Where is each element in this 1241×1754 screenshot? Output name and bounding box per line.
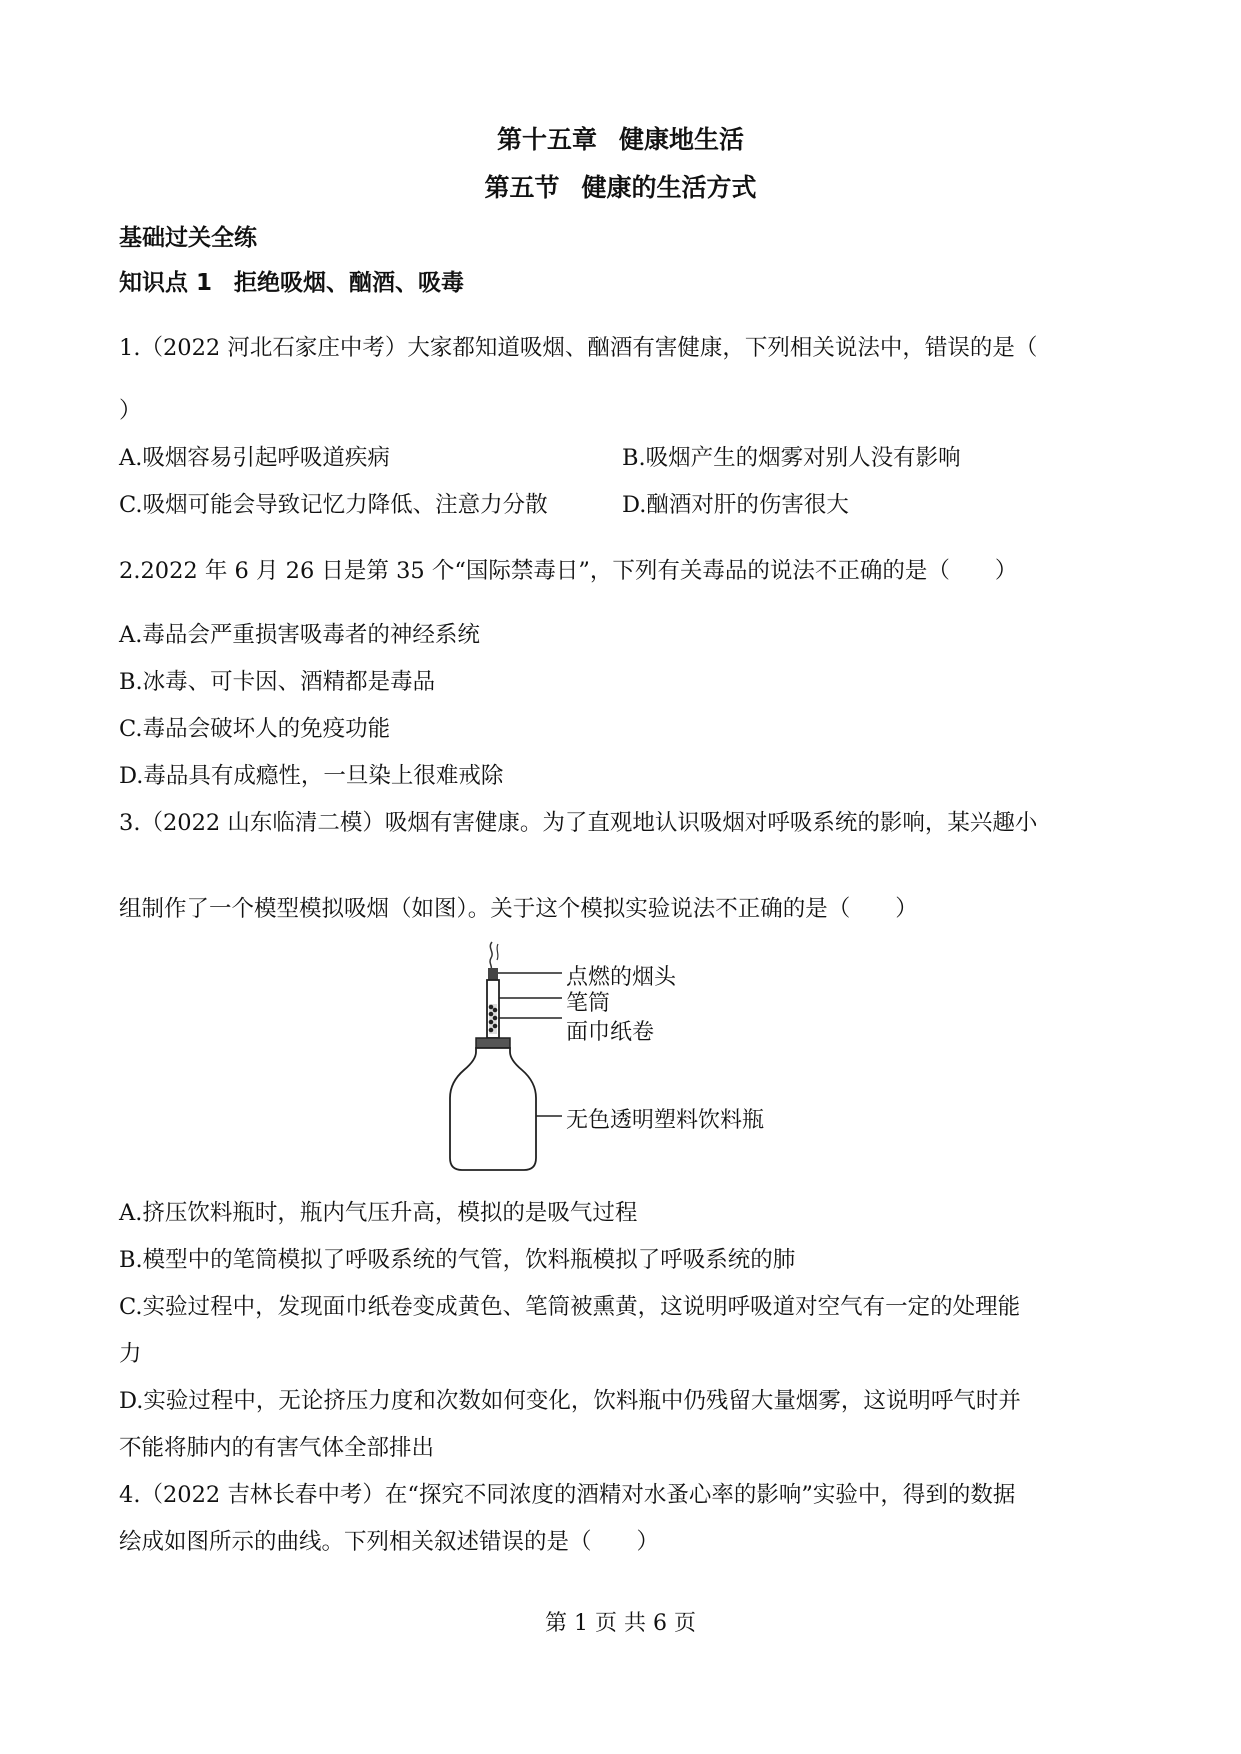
chapter-number: 第十五章 bbox=[496, 125, 597, 154]
page-number: 第 1 页 共 6 页 bbox=[545, 1611, 696, 1636]
q2-option-a: A.毒品会严重损害吸毒者的神经系统 bbox=[119, 622, 480, 648]
q1-option-a: A.吸烟容易引起呼吸道疾病 bbox=[119, 445, 390, 471]
smoke-icon bbox=[490, 942, 492, 970]
knowledge-point-number: 知识点 1 bbox=[119, 270, 213, 296]
q1-stem-line1: 1.（2022 河北石家庄中考）大家都知道吸烟、酗酒有害健康，下列相关说法中，错误的是（ bbox=[119, 335, 1038, 361]
bottle-icon bbox=[450, 1048, 536, 1170]
practice-heading: 基础过关全练 bbox=[119, 225, 257, 251]
q1-option-d: D.酗酒对肝的伤害很大 bbox=[622, 492, 849, 518]
q1-option-b: B.吸烟产生的烟雾对别人没有影响 bbox=[622, 445, 961, 471]
q1-stem-line2: ） bbox=[119, 398, 142, 424]
figure-label-pen: 笔筒 bbox=[566, 991, 611, 1016]
q2-option-d: D.毒品具有成瘾性，一旦染上很难戒除 bbox=[119, 763, 504, 789]
q3-stem-line2: 组制作了一个模型模拟吸烟（如图）。关于这个模拟实验说法不正确的是（ ） bbox=[119, 896, 918, 922]
figure-label-cigarette: 点燃的烟头 bbox=[566, 965, 677, 990]
q3-option-d-line1: D.实验过程中，无论挤压力度和次数如何变化，饮料瓶中仍残留大量烟雾，这说明呼气时并 bbox=[119, 1388, 1021, 1414]
chapter-title bbox=[0, 120, 1241, 156]
q2-option-b: B.冰毒、可卡因、酒精都是毒品 bbox=[119, 669, 436, 695]
tissue-roll-icon bbox=[489, 1004, 498, 1034]
q4-stem-line2: 绘成如图所示的曲线。下列相关叙述错误的是（ ） bbox=[119, 1529, 660, 1555]
q3-stem-line1: 3.（2022 山东临清二模）吸烟有害健康。为了直观地认识吸烟对呼吸系统的影响，某兴趣小 bbox=[119, 810, 1038, 836]
q3-option-b: B.模型中的笔筒模拟了呼吸系统的气管，饮料瓶模拟了呼吸系统的肺 bbox=[119, 1247, 796, 1273]
q3-option-d-line2: 不能将肺内的有害气体全部排出 bbox=[119, 1435, 435, 1461]
section-title bbox=[0, 168, 1241, 204]
section-number: 第五节 bbox=[484, 173, 560, 202]
cigarette-tip-icon bbox=[488, 968, 498, 980]
q4-stem-line1: 4.（2022 吉林长春中考）在“探究不同浓度的酒精对水蚤心率的影响”实验中，得到的数据 bbox=[119, 1482, 1016, 1508]
q3-option-c-line2: 力 bbox=[119, 1341, 142, 1367]
q2-stem: 2.2022 年 6 月 26 日是第 35 个“国际禁毒日”，下列有关毒品的说法不正确的是（ ） bbox=[119, 558, 1018, 584]
section-name: 健康的生活方式 bbox=[581, 173, 757, 202]
chapter-name: 健康地生活 bbox=[619, 125, 745, 154]
q3-option-c-line1: C.实验过程中，发现面巾纸卷变成黄色、笔筒被熏黄，这说明呼吸道对空气有一定的处理能 bbox=[119, 1294, 1021, 1320]
figure-label-tissue: 面巾纸卷 bbox=[566, 1020, 655, 1045]
bottle-cap-icon bbox=[476, 1038, 510, 1048]
figure-label-bottle: 无色透明塑料饮料瓶 bbox=[566, 1108, 765, 1133]
q2-option-c: C.毒品会破坏人的免疫功能 bbox=[119, 716, 391, 742]
q1-option-c: C.吸烟可能会导致记忆力降低、注意力分散 bbox=[119, 492, 548, 518]
knowledge-point-heading bbox=[119, 264, 464, 297]
q3-option-a: A.挤压饮料瓶时，瓶内气压升高，模拟的是吸气过程 bbox=[119, 1200, 638, 1226]
knowledge-point-title: 拒绝吸烟、酗酒、吸毒 bbox=[234, 270, 465, 296]
